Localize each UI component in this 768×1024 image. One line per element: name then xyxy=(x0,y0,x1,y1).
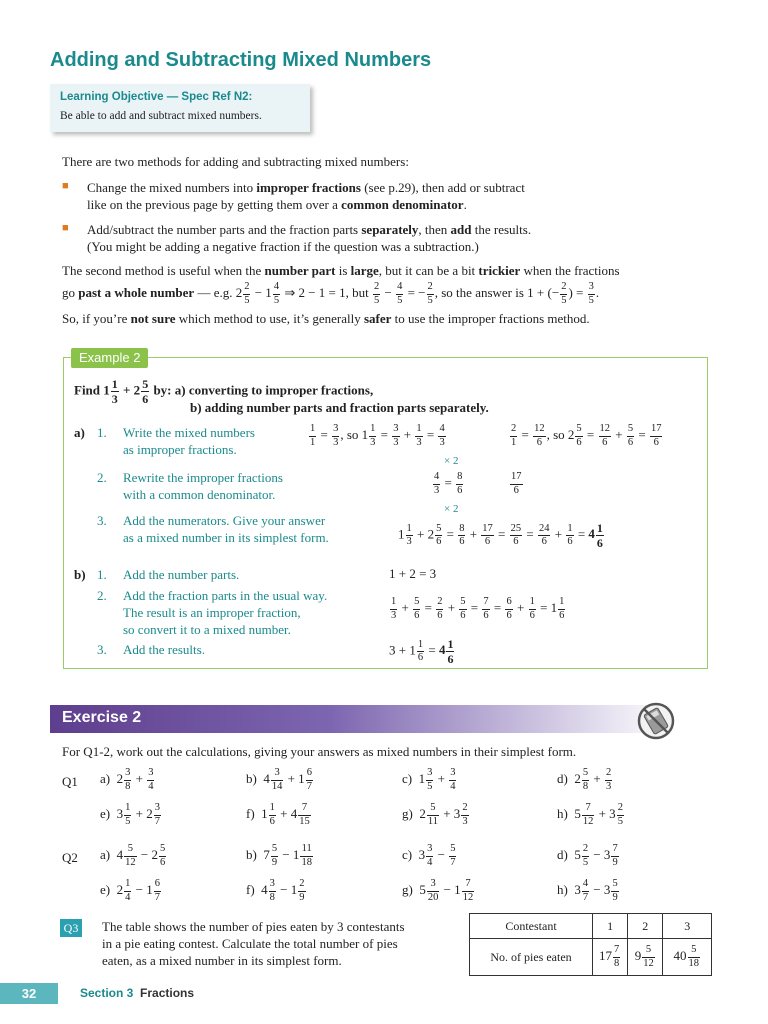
q1a: a) 2 $\frac{3}{8}$ + $\frac{3}{4}$ xyxy=(100,767,154,792)
table-row xyxy=(470,914,712,939)
intro-text: There are two methods for adding and subtracting mixed numbers: xyxy=(62,154,409,169)
q1g: g) 2 $\frac{5}{11}$ + 3 $\frac{2}{3}$ xyxy=(402,802,468,827)
example-question-b: b) adding number parts and fraction parts separately. xyxy=(190,400,489,415)
a-step-2-math-2: $\frac{17}{6}$ xyxy=(511,471,522,496)
page-number: 32 xyxy=(0,983,58,1004)
table-header-2: 2 xyxy=(628,914,663,939)
b-step-3-math: 3 + 1 $\frac{1}{6}$ = 4 $\frac{1}{6}$ xyxy=(389,637,454,666)
a-step-1: Write the mixed numbers as improper fractions. xyxy=(123,425,255,457)
exercise-instructions: For Q1-2, work out the calculations, giving your answers as mixed numbers in their simplest form. xyxy=(62,744,577,759)
table-header-contestant: Contestant xyxy=(470,914,593,939)
bullet-2: Add/subtract the number parts and the fraction parts separately, then add the results. (You might be adding a negative fraction if the question was a subtraction.) xyxy=(87,222,532,254)
objective-text: Be able to add and subtract mixed numbers. xyxy=(60,110,262,122)
example-tab: Example 2 xyxy=(71,348,148,368)
q1b: b) 4 $\frac{3}{14}$ + 1 $\frac{6}{7}$ xyxy=(246,767,312,792)
a-step-1-math-2: $\frac{2}{1}$ = $\frac{12}{6}$ , so 2 $\frac{5}{6}$ = $\frac{12}{6}$ + $\frac{5}{6}$ = $\frac{17}{6}$ xyxy=(511,423,662,448)
a-step-3: Add the numerators. Give your answer as a mixed number in its simplest form. xyxy=(123,513,329,545)
q1e: e) 3 $\frac{1}{5}$ + 2 $\frac{3}{7}$ xyxy=(100,802,160,827)
q1f: f) 1 $\frac{1}{6}$ + 4 $\frac{7}{15}$ xyxy=(246,802,310,827)
b-step-1-num: 1. xyxy=(97,567,107,582)
q1-label: Q1 xyxy=(62,774,78,789)
exercise-bar xyxy=(50,705,674,733)
b-step-2: Add the fraction parts in the usual way. The result is an improper fraction, so convert it to a mixed number. xyxy=(123,588,328,637)
q2e: e) 2 $\frac{1}{4}$ − 1 $\frac{6}{7}$ xyxy=(100,878,160,903)
page-title: Adding and Subtracting Mixed Numbers xyxy=(50,49,432,71)
q1d: d) 2 $\frac{5}{8}$ + $\frac{2}{3}$ xyxy=(557,767,612,792)
table-cell-1: 17 $\frac{7}{8}$ xyxy=(593,939,628,976)
q2h: h) 3 $\frac{4}{7}$ − 3 $\frac{5}{9}$ xyxy=(557,878,618,903)
bullet-icon: ■ xyxy=(62,180,69,192)
q2g: g) 5 $\frac{3}{20}$ − 1 $\frac{7}{12}$ xyxy=(402,878,474,903)
example-question: Find 1 $\frac{1}{3}$ + 2 $\frac{5}{6}$ by: a) converting to improper fractions, xyxy=(74,377,374,406)
second-method-line1: The second method is useful when the number part is large, but it can be a bit trickier when the fractions xyxy=(62,263,620,278)
part-b-label: b) xyxy=(74,567,86,582)
table-row xyxy=(470,939,712,976)
times-2-bottom: × 2 xyxy=(444,503,459,515)
b-step-1-math: 1 + 2 = 3 xyxy=(389,566,437,581)
second-method-line3: So, if you’re not sure which method to use, it’s generally safer to use the improper fractions method. xyxy=(62,311,590,326)
a-step-2-math: $\frac{4}{3}$ = $\frac{8}{6}$ xyxy=(434,471,463,496)
a-step-1-math: $\frac{1}{1}$ = $\frac{3}{3}$ , so 1 $\frac{1}{3}$ = $\frac{3}{3}$ + $\frac{1}{3}$ = $\frac{4}{3}$ xyxy=(310,423,445,448)
b-step-3: Add the results. xyxy=(123,642,205,657)
footer-section: Section 3 Fractions xyxy=(80,986,195,1000)
b-step-2-math: $\frac{1}{3}$ + $\frac{5}{6}$ = $\frac{2}{6}$ + $\frac{5}{6}$ = $\frac{7}{6}$ = $\frac{6}{6}$ + $\frac{1}{6}$ = 1 $\frac{1}{6}$ xyxy=(391,596,565,621)
q1c: c) 1 $\frac{3}{5}$ + $\frac{3}{4}$ xyxy=(402,767,456,792)
table-row-label: No. of pies eaten xyxy=(470,939,593,976)
table-header-3: 3 xyxy=(663,914,712,939)
b-step-3-num: 3. xyxy=(97,642,107,657)
a-step-1-num: 1. xyxy=(97,425,107,440)
bullet-icon: ■ xyxy=(62,222,69,234)
table-cell-2: 9 $\frac{5}{12}$ xyxy=(628,939,663,976)
b-step-2-num: 2. xyxy=(97,588,107,603)
part-a-label: a) xyxy=(74,425,85,440)
table-header-1: 1 xyxy=(593,914,628,939)
a-step-2-num: 2. xyxy=(97,470,107,485)
exercise-label: Exercise 2 xyxy=(62,709,142,726)
pies-table xyxy=(469,913,712,976)
a-step-3-num: 3. xyxy=(97,513,107,528)
a-step-2: Rewrite the improper fractions with a common denominator. xyxy=(123,470,283,502)
b-step-1: Add the number parts. xyxy=(123,567,240,582)
table-cell-3: 40 $\frac{5}{18}$ xyxy=(663,939,712,976)
q2d: d) 5 $\frac{2}{5}$ − 3 $\frac{7}{9}$ xyxy=(557,843,618,868)
second-method-line2: go past a whole number — e.g. 2 $\frac{2}{5}$ − 1 $\frac{4}{5}$ ⇒ 2 − 1 = 1, but $\frac{2}{5}$ − $\frac{4}{5}$ = − $\frac{2}{5}$ , so the answer is 1 + (− $\frac{2}{5}$ ) = $\frac{3}{5}$ . xyxy=(62,281,600,306)
q2-label: Q2 xyxy=(62,850,78,865)
q2f: f) 4 $\frac{3}{8}$ − 1 $\frac{2}{9}$ xyxy=(246,878,305,903)
q2c: c) 3 $\frac{3}{4}$ − $\frac{5}{7}$ xyxy=(402,843,456,868)
times-2-top: × 2 xyxy=(444,455,459,467)
q2b: b) 7 $\frac{5}{9}$ − 1 $\frac{11}{18}$ xyxy=(246,843,312,868)
a-step-3-math: 1 $\frac{1}{3}$ + 2 $\frac{5}{6}$ = $\frac{8}{6}$ + $\frac{17}{6}$ = $\frac{25}{6}$ = $\frac{24}{6}$ + $\frac{1}{6}$ = 4 $\frac{1}{6}$ xyxy=(398,521,603,550)
q2a: a) 4 $\frac{5}{12}$ − 2 $\frac{5}{6}$ xyxy=(100,843,166,868)
objective-heading: Learning Objective — Spec Ref N2: xyxy=(60,91,253,103)
no-calculator-icon xyxy=(636,701,676,741)
bullet-1: Change the mixed numbers into improper fractions (see p.29), then add or subtract like on the previous page by getting them over a common denominator. xyxy=(87,180,525,212)
learning-objective-box xyxy=(50,84,310,132)
q3-label: Q3 xyxy=(60,919,82,937)
q1h: h) 5 $\frac{7}{12}$ + 3 $\frac{2}{5}$ xyxy=(557,802,623,827)
q3-text: The table shows the number of pies eaten by 3 contestants in a pie eating contest. Calculate the total number of pies eaten, as a mixed number in its simplest form. xyxy=(102,919,405,968)
